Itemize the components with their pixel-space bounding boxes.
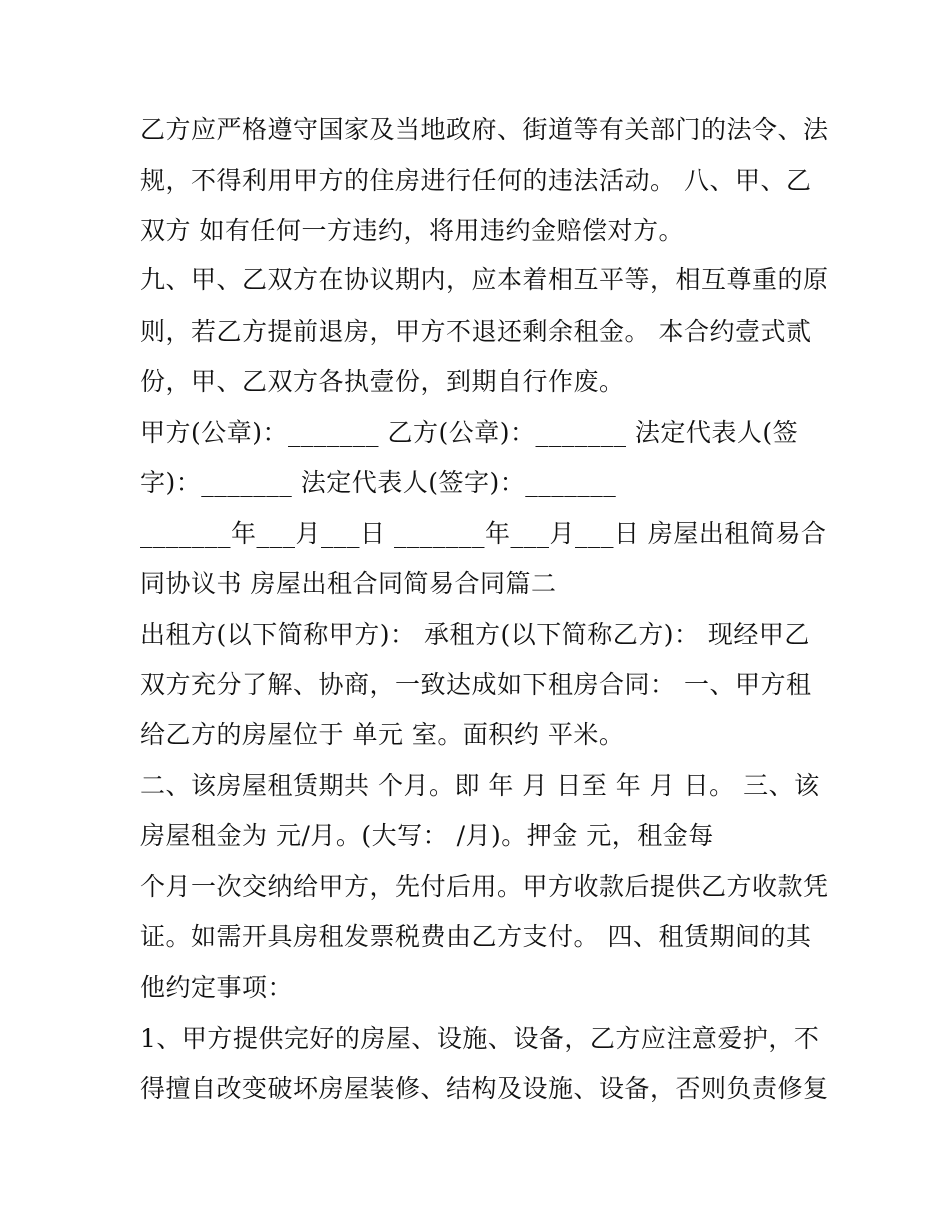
section-title-line: 同协议书 房屋出租合同简易合同篇二	[140, 569, 557, 598]
text-line: 他约定事项：	[140, 973, 294, 1002]
signature-line: 甲方(公章)：_______ 乙方(公章)：_______ 法定代表人(签	[140, 418, 799, 447]
text-line: 双方 如有任何一方违约，将用违约金赔偿对方。	[140, 216, 684, 245]
text-line: 规，不得利用甲方的住房进行任何的违法活动。 八、甲、乙	[140, 166, 812, 195]
text-line: 则，若乙方提前退房，甲方不退还剩余租金。 本合约壹式贰	[140, 317, 812, 346]
date-line: _______年___月___日 _______年___月___日 房屋出租简易合	[140, 519, 827, 548]
text-line: 乙方应严格遵守国家及当地政府、街道等有关部门的法令、法	[140, 115, 829, 144]
text-line: 房屋租金为 元/月。(大写： /月)。押金 元，租金每	[140, 821, 714, 850]
signature-line: 字)：_______ 法定代表人(签字)：_______	[140, 468, 617, 497]
text-line: 双方充分了解、协商，一致达成如下租房合同： 一、甲方租	[140, 670, 812, 699]
text-line: 得擅自改变破坏房屋装修、结构及设施、设备，否则负责修复	[140, 1074, 829, 1103]
text-line: 九、甲、乙双方在协议期内，应本着相互平等，相互尊重的原	[140, 265, 829, 294]
text-line: 份，甲、乙双方各执壹份，到期自行作废。	[140, 367, 625, 396]
text-line: 给乙方的房屋位于 单元 室。面积约 平米。	[140, 720, 625, 749]
text-line: 二、该房屋租赁期共 个月。即 年 月 日至 年 月 日。 三、该	[140, 771, 820, 800]
text-line: 1、甲方提供完好的房屋、设施、设备，乙方应注意爱护，不	[140, 1024, 820, 1053]
text-line: 证。如需开具房租发票税费由乙方支付。 四、租赁期间的其	[140, 922, 812, 951]
text-line: 出租方(以下简称甲方)： 承租方(以下简称乙方)： 现经甲乙	[140, 620, 810, 649]
text-line: 个月一次交纳给甲方，先付后用。甲方收款后提供乙方收款凭	[140, 872, 829, 901]
